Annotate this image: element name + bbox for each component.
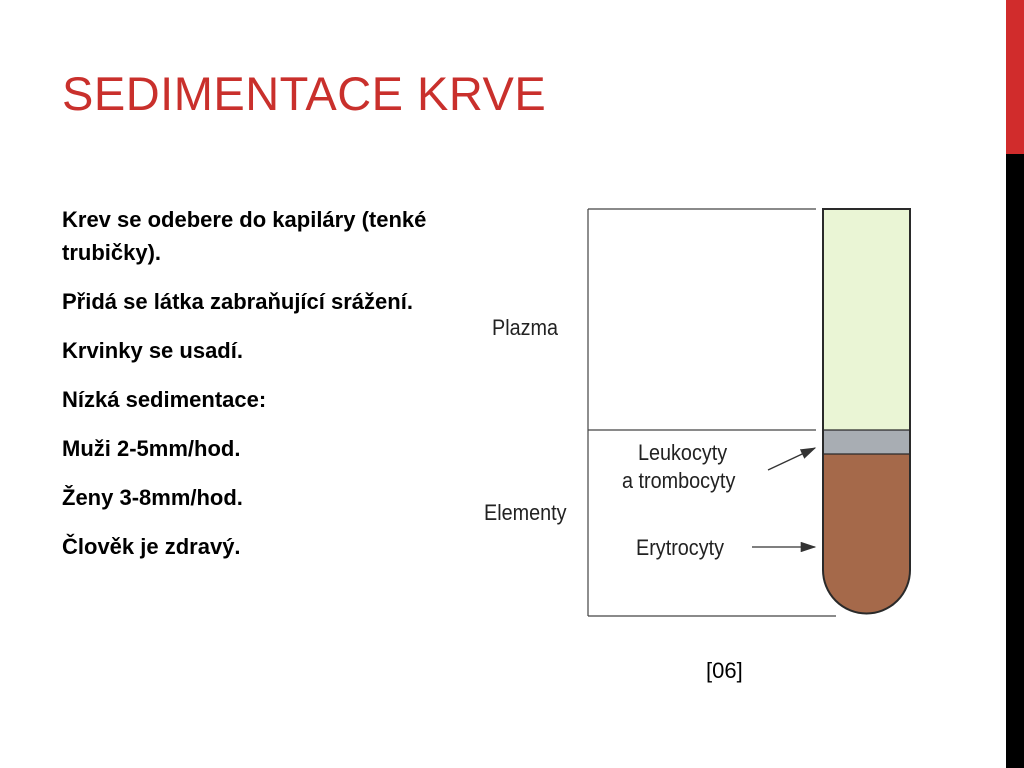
tube-plasma-layer: [823, 209, 910, 430]
label-elementy: Elementy: [484, 500, 567, 525]
leukocyty-arrow: [768, 448, 815, 470]
bullet-list: [62, 203, 462, 579]
side-accent-black-bar: [1006, 154, 1024, 768]
tube-buffy-coat-layer: [823, 430, 910, 454]
bullet-item-4: Nízká sedimentace:: [62, 387, 267, 412]
bullet-item-1: Krev se odebere do kapiláry (tenké trubičky).: [62, 207, 427, 265]
side-accent-red-bar: [1006, 0, 1024, 154]
label-erytrocyty: Erytrocyty: [636, 535, 725, 560]
source-reference: [06]: [706, 658, 743, 683]
sedimentation-diagram-svg: [470, 195, 930, 625]
label-plazma: Plazma: [492, 315, 559, 340]
tube-erythrocyte-layer: [823, 454, 910, 614]
slide-title: SEDIMENTACE KRVE: [62, 67, 547, 120]
bullet-item-6: Ženy 3-8mm/hod.: [62, 485, 243, 510]
label-leukocyty-line2: a trombocyty: [622, 468, 736, 493]
bullet-item-2: Přidá se látka zabraňující srážení.: [62, 289, 413, 314]
label-leukocyty-line1: Leukocyty: [638, 440, 728, 465]
bullet-item-5: Muži 2-5mm/hod.: [62, 436, 241, 461]
bullet-item-7: Člověk je zdravý.: [62, 534, 241, 559]
bullet-item-3: Krvinky se usadí.: [62, 338, 243, 363]
sedimentation-diagram: [470, 195, 930, 625]
